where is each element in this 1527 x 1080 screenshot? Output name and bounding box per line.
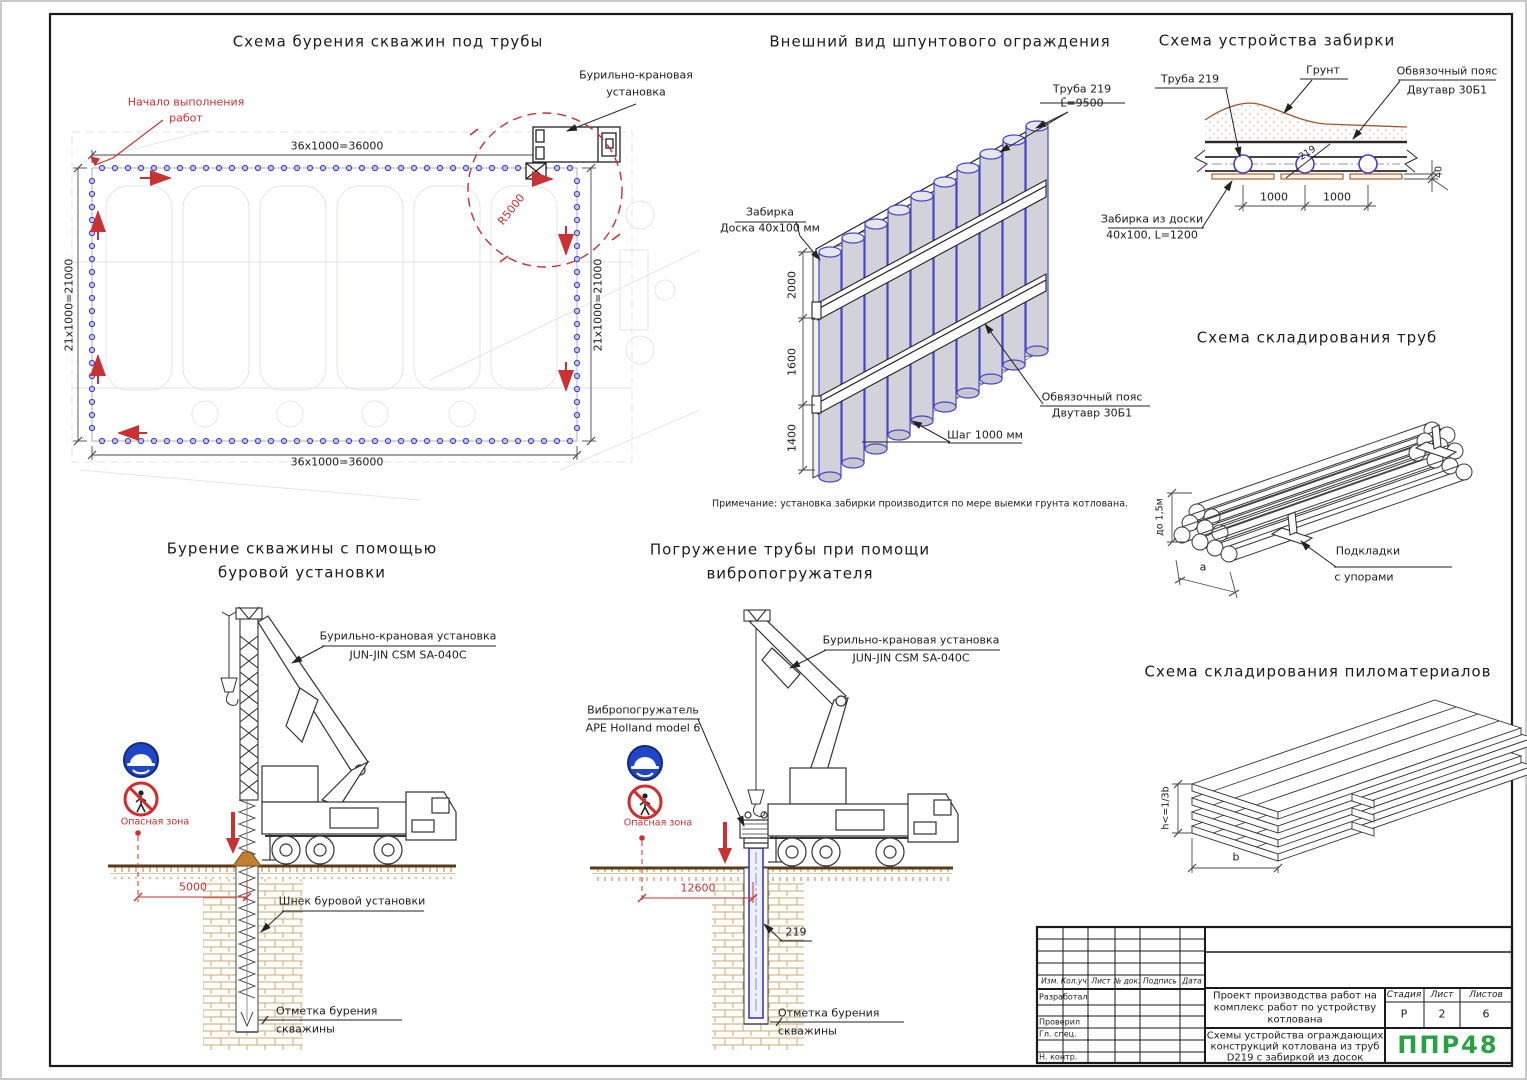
tb-row-nkontr: Н. контр. (1039, 1052, 1078, 1062)
plan-drawing (72, 104, 700, 500)
tb-project-line1: Проект производства работ на (1213, 990, 1377, 1002)
lumber-storage-drawing (1172, 700, 1527, 873)
immersion-title: Погружение трубы при помощи (649, 540, 931, 559)
tb-col-izm: Изм. (1041, 976, 1059, 986)
zabirka-dim-1000b: 1000 (1323, 190, 1351, 204)
plan-start-label2: работ (169, 111, 203, 125)
tb-sheet-header: Лист (1430, 989, 1454, 1000)
hard-hat-sign-icon (628, 746, 662, 780)
tb-row-glspec: Гл. спец. (1039, 1029, 1077, 1039)
fence-pipe-label2: L=9500 (1060, 96, 1104, 110)
tb-sheetname-line3: D219 с забиркой из досок (1226, 1052, 1364, 1064)
lumber-height-dim: h<=1/3b (1160, 786, 1172, 830)
drilling-mark-label: Отметка бурения (276, 1004, 378, 1018)
drilling-rig-label2: JUN-JIN CSM SA-040C (349, 648, 467, 662)
fence-dim-2000: 2000 (785, 271, 799, 299)
tb-col-podpis: Подпись (1143, 976, 1177, 986)
tb-stage-header: Стадия (1386, 989, 1422, 1000)
plan-dim-bottom: 36x1000=36000 (290, 455, 384, 469)
tb-col-data: Дата (1182, 976, 1202, 986)
tb-project-line3: котлована (1267, 1014, 1323, 1026)
tb-col-list: Лист (1091, 976, 1111, 986)
tb-project-line2: комплекс работ по устройству (1213, 1002, 1377, 1014)
no-pedestrian-sign-icon (629, 786, 661, 818)
pipes-storage-width-dim: a (1199, 560, 1207, 574)
plan-radius-label: R5000 (495, 191, 528, 228)
zabirka-dim-219: 219 (1296, 143, 1319, 163)
immersion-danger-label: Опасная зона (623, 817, 693, 829)
plan-dim-right: 21x1000=21000 (591, 258, 605, 352)
zabirka-belt-label: Обвязочный пояс (1396, 64, 1498, 78)
fence-belt-label2: Двутавр 30Б1 (1051, 406, 1133, 420)
zabirka-board-label2: 40x100, L=1200 (1106, 228, 1198, 242)
plan-crane-label: Бурильно-крановая (579, 68, 693, 82)
immersion-title2: вибропогружателя (706, 564, 874, 583)
zabirka-dim-1000a: 1000 (1260, 190, 1288, 204)
fence-title: Внешний вид шпунтового ограждения (769, 32, 1111, 51)
fence-step-label: Шаг 1000 мм (947, 428, 1023, 442)
fence-pipe-label: Труба 219 (1052, 82, 1112, 96)
tb-sheets-value: 6 (1482, 1007, 1490, 1021)
zabirka-belt-label2: Двутавр 30Б1 (1406, 83, 1488, 97)
tb-col-koluch: Кол.уч. (1060, 976, 1090, 986)
tb-row-razrabotal: Разработал (1039, 992, 1088, 1002)
drilling-dim: 5000 (179, 880, 207, 894)
no-pedestrian-sign-icon (125, 783, 157, 815)
tb-stage-value: Р (1400, 1007, 1408, 1021)
plan-crane-label2: установка (606, 85, 666, 99)
plan-dim-top: 36x1000=36000 (290, 139, 384, 153)
immersion-mark-label2: скважины (778, 1024, 837, 1038)
plan-title: Схема бурения скважин под трубы (232, 32, 544, 51)
tb-sheet-value: 2 (1438, 1007, 1446, 1021)
immersion-rig-label2: JUN-JIN CSM SA-040C (852, 651, 970, 665)
drilling-title: Бурение скважины с помощью (166, 539, 438, 558)
drilling-danger-label: Опасная зона (120, 816, 190, 828)
immersion-vibro-label: Вибропогружатель (587, 703, 699, 717)
immersion-vibro-label2: APE Holland model 6 (585, 721, 701, 735)
drilling-title2: буровой установки (217, 563, 387, 582)
tb-col-ndok: № док. (1113, 976, 1141, 986)
drilling-rig-drawing (108, 607, 496, 1051)
hard-hat-sign-icon (124, 743, 158, 777)
pipes-storage-drawing (1167, 422, 1472, 598)
company-logo: ППР48 (1397, 1031, 1499, 1060)
tb-sheets-header: Листов (1469, 989, 1503, 1000)
fence-dim-1600: 1600 (785, 348, 799, 376)
zabirka-dim-40: 40 (1433, 165, 1445, 179)
immersion-rig-label: Бурильно-крановая установка (822, 633, 1000, 647)
zabirka-ground-label: Грунт (1306, 63, 1340, 77)
immersion-dim: 12600 (680, 881, 716, 895)
drilling-mark-label2: скважины (276, 1022, 335, 1036)
immersion-mark-label: Отметка бурения (778, 1006, 880, 1020)
drilling-auger-label: Шнек буровой установки (278, 894, 426, 908)
tb-row-proveril: Проверил (1039, 1017, 1081, 1027)
zabirka-board-label: Забирка из доски (1100, 212, 1204, 226)
immersion-rig-drawing (585, 610, 1000, 1051)
tb-sheetname-line1: Схемы устройства ограждающих (1206, 1030, 1384, 1042)
plan-dim-left: 21x1000=21000 (62, 258, 76, 352)
tb-sheetname-line2: конструкций котлована из труб (1210, 1041, 1380, 1053)
lumber-title: Схема складирования пиломатериалов (1144, 662, 1492, 681)
pipes-storage-title: Схема складирования труб (1196, 328, 1438, 347)
drilling-rig-label: Бурильно-крановая установка (319, 629, 497, 643)
fence-belt-label: Обвязочный пояс (1041, 390, 1143, 404)
lumber-width-dim: b (1232, 850, 1240, 864)
plan-start-label: Начало выполнения (127, 95, 245, 109)
fence-dim-1400: 1400 (785, 424, 799, 452)
pipes-storage-support-label2: с упорами (1334, 570, 1394, 584)
pipes-storage-support-label: Подкладки (1335, 544, 1401, 558)
fence-plank-label2: Доска 40x100 мм (720, 221, 820, 235)
fence-plank-label: Забирка (745, 205, 795, 219)
pipes-storage-height-dim: до 1,5м (1154, 498, 1166, 536)
zabirka-title: Схема устройства забирки (1158, 31, 1396, 50)
immersion-pipe-dim: 219 (785, 925, 807, 939)
fence-note: Примечание: установка забирки производится по мере выемки грунта котлована. (711, 498, 1129, 510)
zabirka-pipe-label: Труба 219 (1160, 72, 1220, 86)
